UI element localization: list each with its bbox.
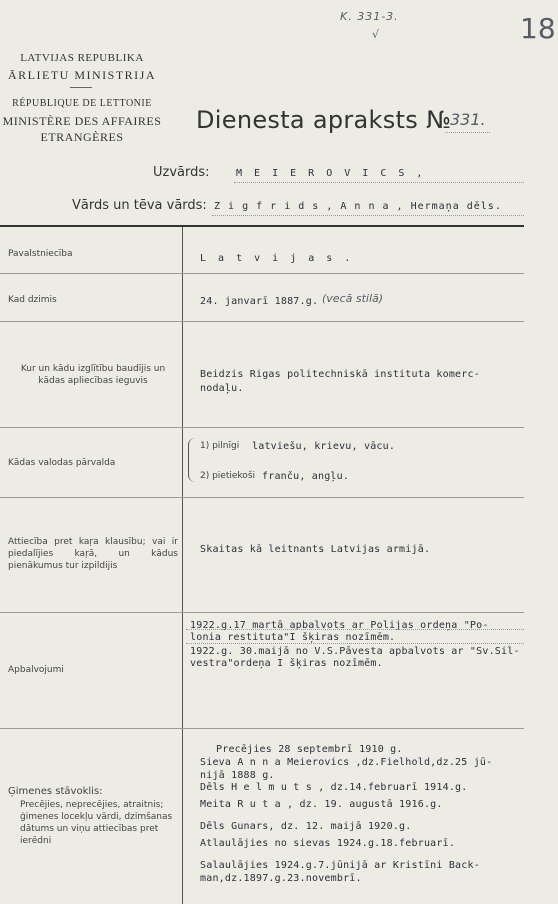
family-line-3: nijā 1888 g. <box>200 770 275 781</box>
header-fr-line3: ETRANGÈRES <box>40 130 124 144</box>
document-number: 331. <box>450 110 486 129</box>
archive-reference: K. 331-3. <box>340 10 399 23</box>
birth-date-value: 24. janvarī 1887.g. <box>200 296 319 307</box>
given-names-line <box>212 215 524 216</box>
military-label: Attiecība pret kaŗa klausību; vai ir piedalījies kaŗā, un kādus pienākumus tur izpildijis <box>8 537 178 571</box>
family-line-2: Sieva A n n a Meierovics ,dz.Fielhold,dz.25 jū- <box>200 757 493 768</box>
table-column-divider <box>182 227 183 904</box>
languages-line2-value: franču, angļu. <box>262 471 350 482</box>
given-names-value: Z i g f r i d s , A n n a , Hermaņa dēls. <box>214 201 502 212</box>
header-ornament <box>70 87 92 88</box>
family-line-8: Salaulājies 1924.g.7.jūnijā ar Kristīni Back- <box>200 860 480 871</box>
document-title: Dienesta apraksts № <box>196 106 452 134</box>
citizenship-value: L a t v i j a s . <box>200 253 354 264</box>
awards-line-3: 1922.g. 30.maijā no V.S.Pāvesta apbalvots ar "Sv.Sil- <box>190 646 520 657</box>
family-line-7: Atlaulājies no sievas 1924.g.18.februarī. <box>200 838 456 849</box>
family-sublabel: Precējies, neprecējies, atraitnis; ģimenes locekļu vārdi, dzimšanas dātums un viņu attiecības pret ierēdni <box>20 800 173 846</box>
languages-line1-prefix: 1) pilnīgi <box>200 441 240 451</box>
languages-brace <box>188 438 195 482</box>
row-separator <box>0 728 524 729</box>
citizenship-label: Pavalstniecība <box>8 249 73 259</box>
surname-value: M E I E R O V I C S , <box>236 168 426 179</box>
languages-line1-value: latviešu, krievu, vācu. <box>252 441 396 452</box>
row-separator <box>0 612 524 613</box>
awards-label: Apbalvojumi <box>8 665 64 675</box>
family-line-1: Precējies 28 septembrī 1910 g. <box>216 744 403 755</box>
surname-line <box>234 182 524 183</box>
family-line-4: Dēls H e l m u t s , dz.14.februarī 1914.g. <box>200 782 468 793</box>
awards-line-1: 1922.g.17 martā apbalvots ar Polijas ordeņa "Po- <box>190 620 489 631</box>
row-separator <box>0 497 524 498</box>
title-number-line <box>445 132 490 133</box>
education-label: Kur un kādu izglītību baudījis un kādas apliecības ieguvis <box>20 364 166 386</box>
family-line-5: Meita R u t a , dz. 19. augustā 1916.g. <box>200 799 443 810</box>
languages-label: Kādas valodas pārvalda <box>8 458 116 468</box>
languages-line2-prefix: 2) pietiekoši <box>200 471 256 481</box>
header-lv-line2: ĀRLIETU MINISTRIJA <box>8 68 156 82</box>
table-top-rule <box>0 225 524 227</box>
header-lv-line1: LATVIJAS REPUBLIKA <box>20 52 144 64</box>
archive-check-mark: √ <box>372 28 380 41</box>
family-line-6: Dēls Gunars, dz. 12. maijā 1920.g. <box>200 821 412 832</box>
birth-hand-note: (vecā stilā) <box>322 292 384 305</box>
awards-dotted-line <box>186 629 524 630</box>
awards-dotted-line <box>186 643 524 644</box>
awards-line-4: vestra"ordeņa I šķiras nozīmēm. <box>190 658 383 669</box>
header-fr-line1: RÉPUBLIQUE DE LETTONIE <box>12 98 152 109</box>
military-value: Skaitas kā leitnants Latvijas armijā. <box>200 544 431 555</box>
corner-page-number: 18 <box>520 12 556 45</box>
header-fr-line2: MINISTÈRE DES AFFAIRES <box>2 114 162 128</box>
birth-label: Kad dzimis <box>8 295 57 305</box>
surname-label: Uzvārds: <box>153 165 210 180</box>
family-line-9: man,dz.1897.g.23.novembrī. <box>200 873 362 884</box>
awards-line-2: lonia restituta"I šķiras nozīmēm. <box>190 632 396 643</box>
row-separator <box>0 321 524 322</box>
family-label: Ģimenes stāvoklis: <box>8 786 103 797</box>
education-line-2: nodaļu. <box>200 383 244 394</box>
row-separator <box>0 427 524 428</box>
row-separator <box>0 273 524 274</box>
education-line-1: Beidzis Rigas politechniskā instituta komerc- <box>200 369 480 380</box>
given-names-label: Vārds un tēva vārds: <box>72 198 207 213</box>
